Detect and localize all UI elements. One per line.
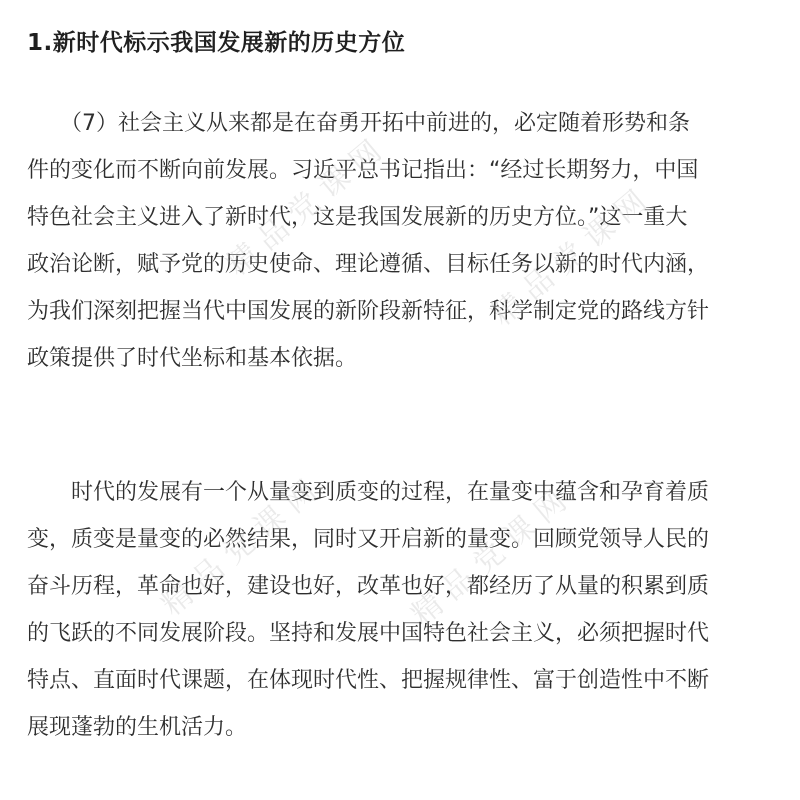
paragraph-line: 政策提供了时代坐标和基本依据。 [27, 346, 358, 371]
watermark: 精品党课网 [155, 467, 331, 623]
paragraph-line: 时代的发展有一个从量变到质变的过程，在量变中蕴含和孕育着质 [27, 480, 710, 505]
paragraph-line: 的飞跃的不同发展阶段。坚持和发展中国特色社会主义，必须把握时代 [27, 621, 710, 646]
paragraph-line: 特点、直面时代课题，在体现时代性、把握规律性、富于创造性中不断 [27, 668, 710, 693]
watermark: 精品党课网 [220, 127, 396, 283]
watermark: 精品党课网 [485, 177, 661, 333]
paragraph-line: 为我们深刻把握当代中国发展的新阶段新特征，科学制定党的路线方针 [27, 299, 710, 324]
paragraph-line: 件的变化而不断向前发展。习近平总书记指出：“经过长期努力，中国 [27, 158, 699, 183]
paragraph-line: （7）社会主义从来都是在奋勇开拓中前进的，必定随着形势和条 [27, 111, 690, 136]
paragraph-2 [27, 469, 779, 751]
paragraph-line: 特色社会主义进入了新时代，这是我国发展新的历史方位。”这一重大 [27, 205, 688, 230]
paragraph-line: 政治论断，赋予党的历史使命、理论遵循、目标任务以新的时代内涵， [27, 252, 710, 277]
paragraph-line: 奋斗历程，革命也好，建设也好，改革也好，都经历了从量的积累到质 [27, 574, 710, 599]
section-heading: 1.新时代标示我国发展新的历史方位 [27, 30, 406, 56]
paragraph-line: 变，质变是量变的必然结果，同时又开启新的量变。回顾党领导人民的 [27, 527, 710, 552]
watermark: 精品党课网 [405, 477, 581, 633]
paragraph-1 [27, 100, 779, 382]
paragraph-line: 展现蓬勃的生机活力。 [27, 715, 248, 740]
